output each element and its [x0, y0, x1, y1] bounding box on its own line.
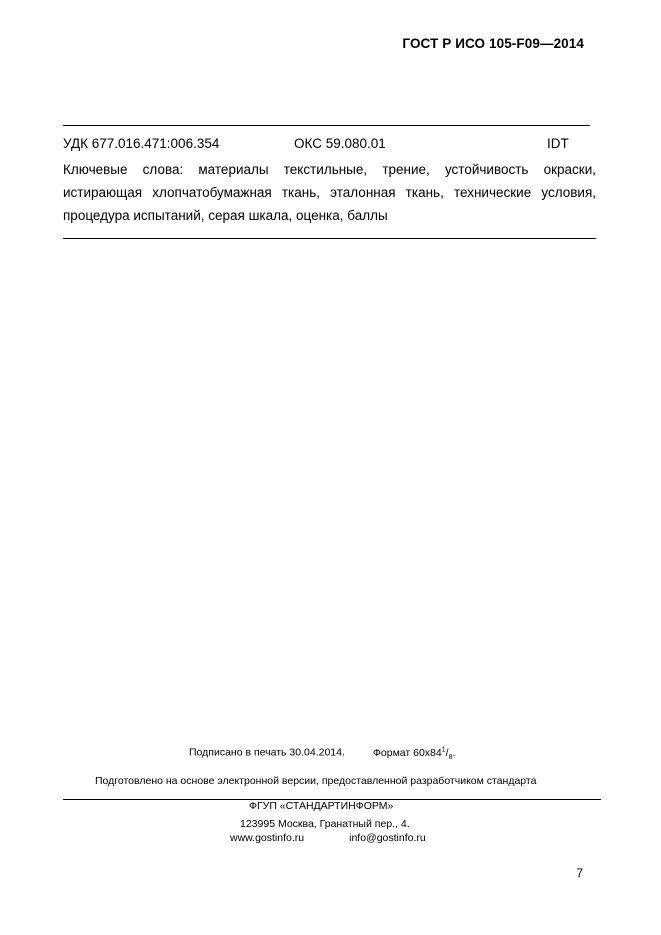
page-number: 7	[576, 866, 583, 880]
classification-row	[63, 136, 596, 154]
document-title: ГОСТ Р ИСО 105-F09—2014	[402, 36, 584, 51]
print-info-row	[189, 746, 455, 761]
contact-row	[230, 832, 426, 844]
idt-code: IDT	[547, 136, 569, 151]
udk-code: УДК 677.016.471:006.354	[63, 136, 220, 151]
publisher-name: ФГУП «СТАНДАРТИНФОРМ»	[249, 800, 394, 812]
middle-divider	[63, 238, 596, 239]
top-divider	[63, 125, 590, 126]
paper-format: Формат $60x84^1/_8$.	[372, 746, 456, 761]
keywords-paragraph: Ключевые слова: материалы текстильные, трение, устойчивость окраски, истирающая хлопчатобумажная ткань, эталонная ткань, технические условия, процедура испытаний, серая шкала, оценка, баллы	[63, 162, 596, 223]
prepared-note: Подготовлено на основе электронной версии, предоставленной разработчиком стандарта	[95, 775, 537, 787]
signed-date: Подписано в печать 30.04.2014.	[189, 746, 345, 759]
email-link[interactable]: info@gostinfo.ru	[349, 832, 426, 844]
website-link[interactable]: www.gostinfo.ru	[230, 832, 305, 844]
oks-code: ОКС 59.080.01	[294, 136, 386, 151]
publisher-address: 123995 Москва, Гранатный пер., 4.	[240, 818, 410, 830]
